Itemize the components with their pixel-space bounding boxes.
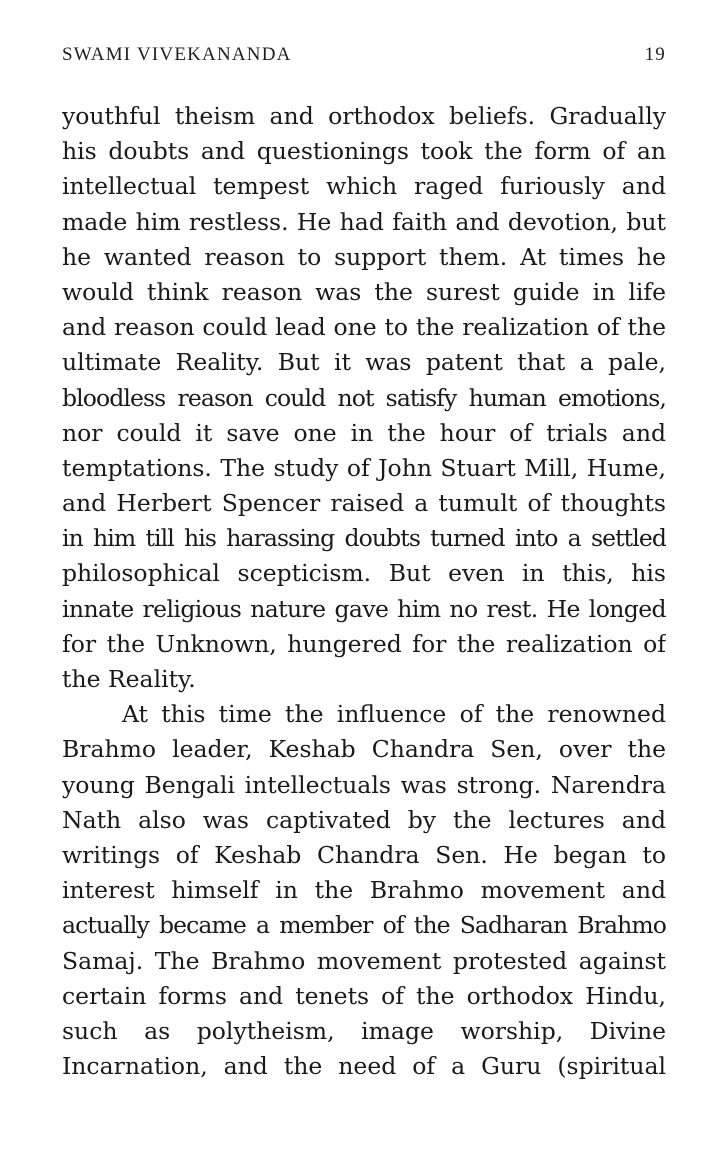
text-line: innate religious nature gave him no rest. He longed bbox=[62, 594, 666, 623]
text-line: and Herbert Spencer raised a tumult of thoughts bbox=[62, 489, 666, 518]
text-line: philosophical scepticism. But even in this, his bbox=[62, 559, 666, 588]
text-line: interest himself in the Brahmo movement and bbox=[62, 876, 666, 905]
text-line: actually became a member of the Sadharan Brahmo bbox=[62, 911, 666, 940]
text-line: young Bengali intellectuals was strong. Narendra bbox=[62, 770, 666, 799]
text-line: his doubts and questionings took the form of an bbox=[62, 137, 666, 166]
text-line: ultimate Reality. But it was patent that a pale, bbox=[62, 348, 666, 377]
body-text bbox=[62, 99, 666, 1084]
text-line: writings of Keshab Chandra Sen. He began to bbox=[62, 840, 666, 869]
text-line: certain forms and tenets of the orthodox Hindu, bbox=[62, 981, 666, 1010]
text-line: for the Unknown, hungered for the realization of bbox=[62, 629, 666, 658]
text-line: intellectual tempest which raged furiously and bbox=[62, 172, 666, 201]
text-line: nor could it save one in the hour of trials and bbox=[62, 418, 666, 447]
text-line: such as polytheism, image worship, Divine bbox=[62, 1016, 666, 1045]
text-line: he wanted reason to support them. At times he bbox=[62, 242, 666, 271]
text-line: and reason could lead one to the realization of the bbox=[62, 313, 666, 342]
text-line: temptations. The study of John Stuart Mill, Hume, bbox=[62, 453, 666, 482]
running-header bbox=[62, 42, 666, 68]
text-line: Samaj. The Brahmo movement protested against bbox=[62, 946, 666, 975]
text-line: would think reason was the surest guide in life bbox=[62, 277, 666, 306]
text-line: in him till his harassing doubts turned into a settled bbox=[62, 524, 666, 553]
text-line: made him restless. He had faith and devotion, but bbox=[62, 207, 666, 236]
text-line: youthful theism and orthodox beliefs. Gradually bbox=[62, 102, 666, 130]
text-line: Brahmo leader, Keshab Chandra Sen, over the bbox=[62, 735, 666, 764]
text-line: At this time the influence of the renowned bbox=[122, 700, 666, 729]
page-number: 19 bbox=[644, 44, 666, 65]
text-line: Nath also was captivated by the lectures and bbox=[62, 805, 666, 834]
text-line: Incarnation, and the need of a Guru (spiritual bbox=[62, 1052, 666, 1081]
text-line: bloodless reason could not satisfy human emotions, bbox=[62, 383, 666, 412]
running-title: SWAMI VIVEKANANDA bbox=[62, 44, 292, 65]
text-line: the Reality. bbox=[62, 665, 196, 693]
